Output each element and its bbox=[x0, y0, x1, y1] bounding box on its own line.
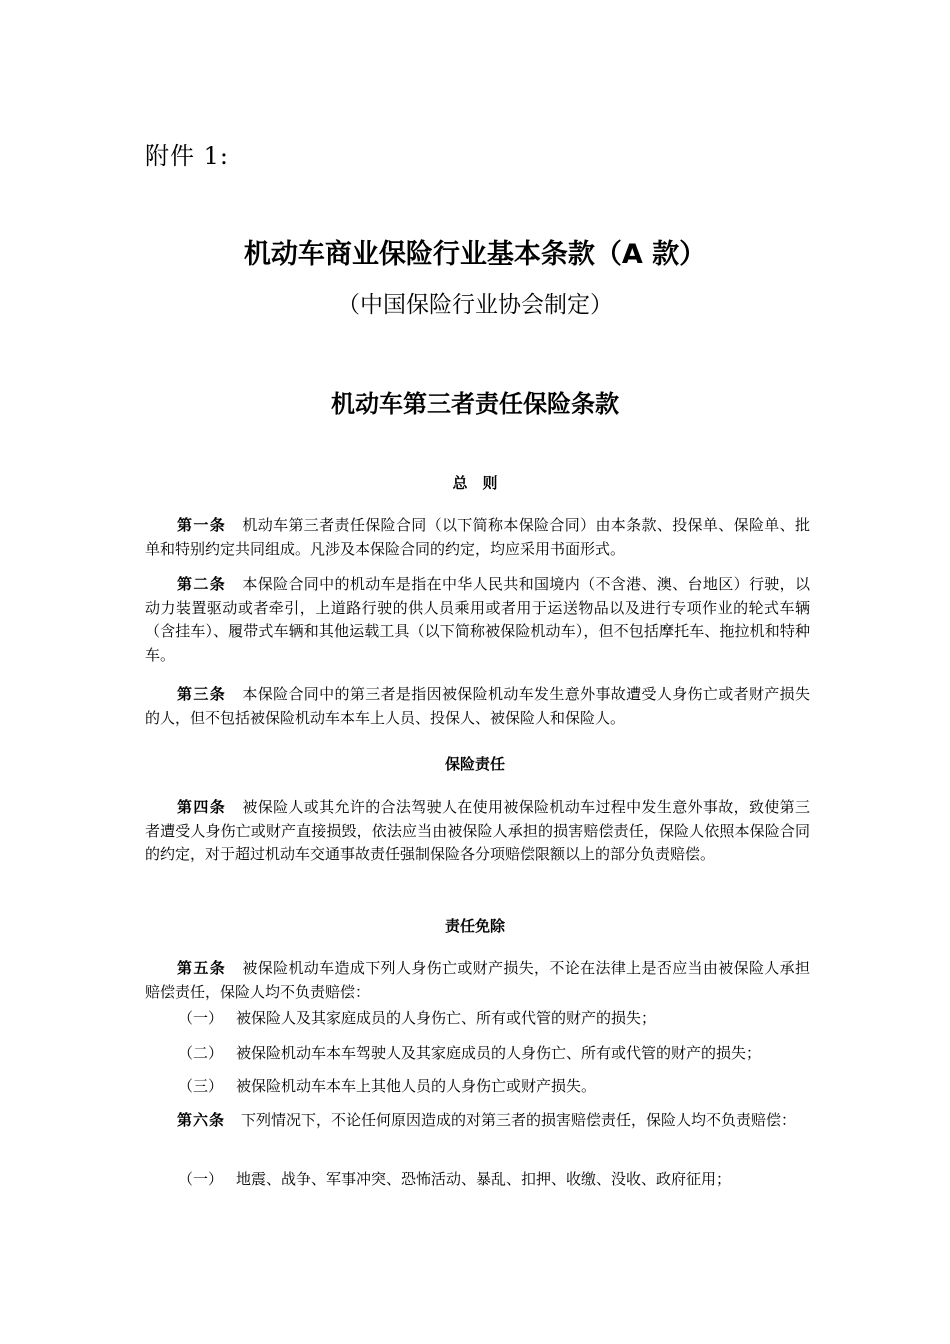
article-2 bbox=[145, 573, 810, 667]
item-number: （一） bbox=[178, 1170, 224, 1188]
section-title: 机动车第三者责任保险条款 bbox=[331, 390, 619, 418]
article-label: 第一条 bbox=[177, 516, 227, 534]
item-text: 被保险机动车本车驾驶人及其家庭成员的人身伤亡、所有或代管的财产的损失； bbox=[236, 1044, 762, 1062]
article-label: 第四条 bbox=[177, 798, 227, 816]
item-number: （一） bbox=[178, 1009, 224, 1027]
article-5 bbox=[145, 957, 810, 1004]
article-text: 被保险人或其允许的合法驾驶人在使用被保险机动车过程中发生意外事故，致使第三者遭受人身伤亡或财产直接损毁，依法应当由被保险人承担的损害赔偿责任，保险人依照本保险合同的约定，对于超过机动车交通事故责任强制保险各分项赔偿限额以上的部分负责赔偿。 bbox=[145, 798, 810, 863]
item-number: （三） bbox=[178, 1077, 224, 1095]
item-text: 被保险机动车本车上其他人员的人身伤亡或财产损失。 bbox=[236, 1077, 597, 1095]
article-3 bbox=[145, 683, 810, 730]
article-5-item-1 bbox=[178, 1007, 828, 1030]
article-text: 被保险机动车造成下列人身伤亡或财产损失，不论在法律上是否应当由被保险人承担赔偿责任，保险人均不负责赔偿： bbox=[145, 959, 810, 1001]
article-label: 第五条 bbox=[177, 959, 227, 977]
document-title: 机动车商业保险行业基本条款（A 款） bbox=[243, 239, 707, 270]
attachment-label: 附件 1: bbox=[145, 142, 229, 170]
item-text: 地震、战争、军事冲突、恐怖活动、暴乱、扣押、收缴、没收、政府征用； bbox=[236, 1170, 732, 1188]
article-label: 第二条 bbox=[177, 575, 227, 593]
article-6-item-1 bbox=[178, 1168, 828, 1191]
article-text: 本保险合同中的机动车是指在中华人民共和国境内（不含港、澳、台地区）行驶，以动力装置驱动或者牵引，上道路行驶的供人员乘用或者用于运送物品以及进行专项作业的轮式车辆（含挂车）、履带式车辆和其他运载工具（以下简称被保险机动车），但不包括摩托车、拖拉机和特种车。 bbox=[145, 575, 810, 664]
article-label: 第三条 bbox=[177, 685, 227, 703]
item-number: （二） bbox=[178, 1044, 224, 1062]
article-5-item-2 bbox=[178, 1042, 828, 1065]
article-label: 第六条 bbox=[177, 1111, 226, 1129]
article-text: 机动车第三者责任保险合同（以下简称本保险合同）由本条款、投保单、保险单、批单和特别约定共同组成。凡涉及本保险合同的约定，均应采用书面形式。 bbox=[145, 516, 810, 558]
article-text: 本保险合同中的第三者是指因被保险机动车发生意外事故遭受人身伤亡或者财产损失的人，但不包括被保险机动车本车上人员、投保人、被保险人和保险人。 bbox=[145, 685, 810, 727]
article-4 bbox=[145, 796, 810, 867]
document-subtitle: （中国保险行业协会制定） bbox=[337, 292, 613, 318]
article-text: 下列情况下，不论任何原因造成的对第三者的损害赔偿责任，保险人均不负责赔偿： bbox=[241, 1111, 797, 1129]
article-1 bbox=[145, 514, 810, 561]
chapter-coverage: 保险责任 bbox=[444, 755, 505, 773]
chapter-exclusions: 责任免除 bbox=[444, 917, 505, 935]
article-6 bbox=[145, 1109, 810, 1133]
chapter-general: 总 则 bbox=[452, 474, 498, 492]
item-text: 被保险人及其家庭成员的人身伤亡、所有或代管的财产的损失； bbox=[236, 1009, 657, 1027]
article-5-item-3 bbox=[178, 1075, 828, 1098]
